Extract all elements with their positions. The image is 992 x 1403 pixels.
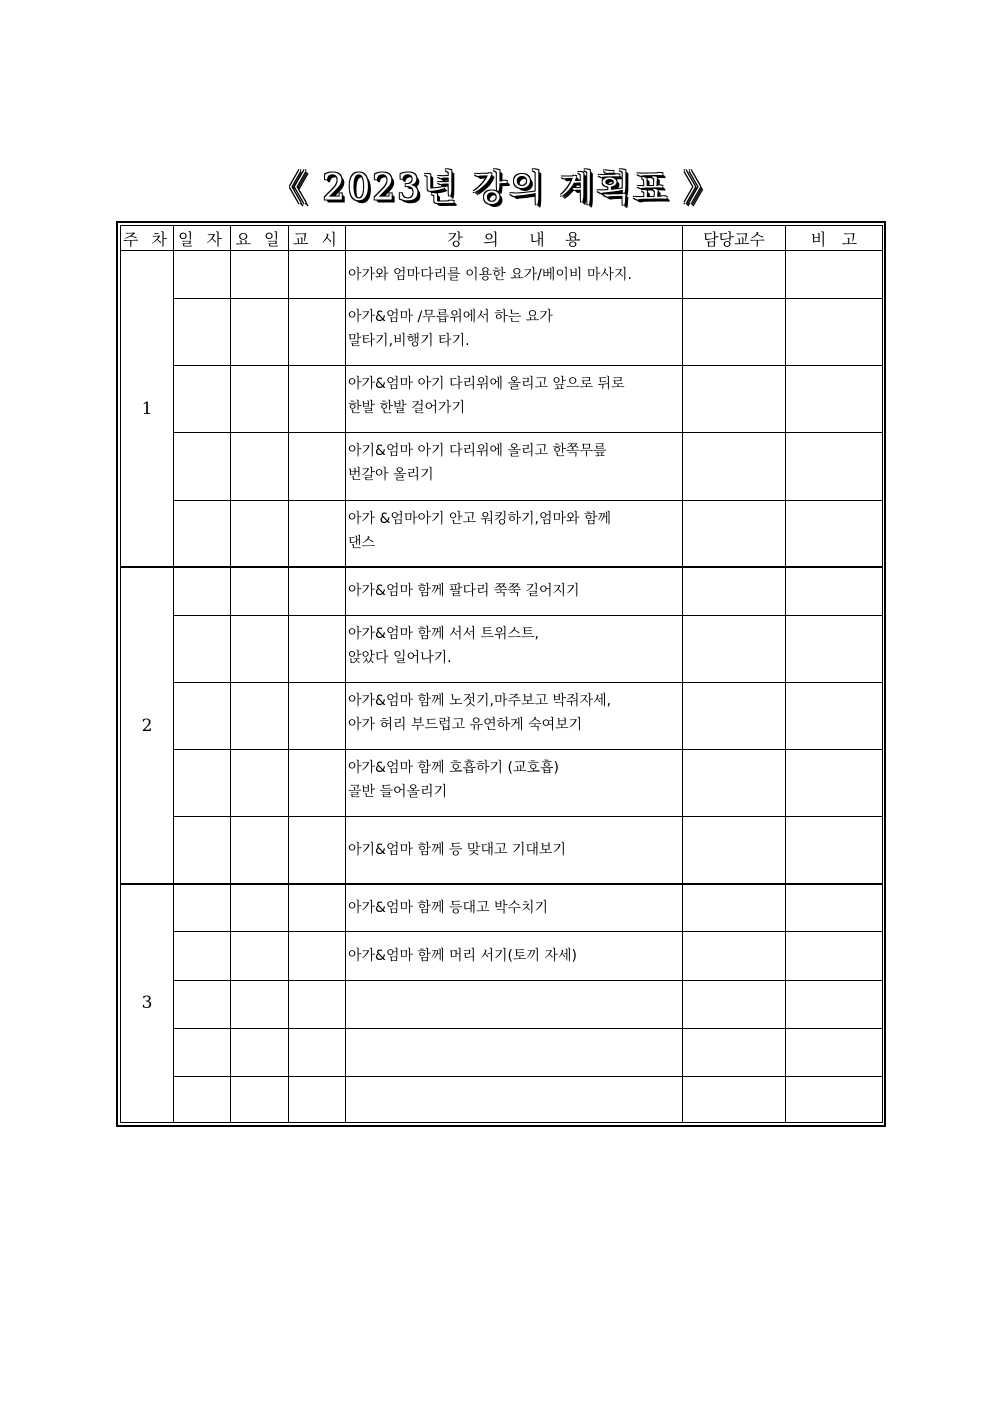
table-row	[121, 500, 883, 567]
note-cell	[786, 1028, 883, 1076]
date-cell	[174, 682, 231, 749]
date-cell	[174, 299, 231, 366]
date-cell	[174, 433, 231, 500]
lesson-content-line: 앉았다 일어나기.	[348, 649, 452, 666]
day-cell	[231, 433, 289, 500]
lesson-content-line: 아가&엄마 함께 호흡하기 (교호흡)	[348, 760, 560, 777]
professor-cell	[683, 615, 786, 682]
note-cell	[786, 932, 883, 980]
professor-cell	[683, 682, 786, 749]
lesson-content-line: 아가 &엄마아기 안고 워킹하기,엄마와 함께	[348, 510, 612, 527]
table-row	[121, 1076, 883, 1122]
lesson-content-line: 말타기,비행기 타기.	[348, 333, 470, 350]
week-number-cell: 1	[121, 251, 174, 568]
lesson-content-line: 번갈아 올리기	[348, 467, 434, 484]
lesson-content-line: 댄스	[348, 534, 376, 551]
page-title: 《 2023년 강의 계획표 》	[270, 168, 722, 209]
day-cell	[231, 817, 289, 884]
lesson-content-cell	[346, 980, 683, 1028]
date-cell	[174, 366, 231, 433]
period-cell	[289, 1028, 346, 1076]
lesson-content-cell	[346, 750, 683, 817]
professor-cell	[683, 299, 786, 366]
header-week: 주 차	[121, 226, 174, 251]
note-cell	[786, 567, 883, 615]
day-cell	[231, 1028, 289, 1076]
date-cell	[174, 251, 231, 299]
professor-cell	[683, 366, 786, 433]
date-cell	[174, 932, 231, 980]
table-row	[121, 817, 883, 884]
table-row	[121, 884, 883, 932]
header-row	[121, 226, 883, 251]
note-cell	[786, 500, 883, 567]
day-cell	[231, 500, 289, 567]
period-cell	[289, 500, 346, 567]
period-cell	[289, 884, 346, 932]
lesson-content-cell	[346, 817, 683, 884]
professor-cell	[683, 750, 786, 817]
professor-cell	[683, 433, 786, 500]
day-cell	[231, 980, 289, 1028]
date-cell	[174, 884, 231, 932]
table-row	[121, 750, 883, 817]
period-cell	[289, 1076, 346, 1122]
lesson-content-cell	[346, 366, 683, 433]
date-cell	[174, 980, 231, 1028]
period-cell	[289, 615, 346, 682]
professor-cell	[683, 1076, 786, 1122]
period-cell	[289, 980, 346, 1028]
note-cell	[786, 433, 883, 500]
lesson-content-line: 아기&엄마 아기 다리위에 올리고 한쪽무릎	[348, 443, 607, 460]
day-cell	[231, 932, 289, 980]
date-cell	[174, 1028, 231, 1076]
period-cell	[289, 433, 346, 500]
professor-cell	[683, 817, 786, 884]
date-cell	[174, 750, 231, 817]
lesson-content-line: 아가 허리 부드럽고 유연하게 숙여보기	[348, 716, 583, 733]
day-cell	[231, 884, 289, 932]
header-day: 요 일	[231, 226, 289, 251]
period-cell	[289, 932, 346, 980]
table-row	[121, 366, 883, 433]
lesson-content-line: 아가&엄마 함께 노젓기,마주보고 박쥐자세,	[348, 692, 612, 709]
lesson-content-line: 한발 한발 걸어가기	[348, 400, 466, 417]
week-number-cell: 3	[121, 884, 174, 1123]
lesson-content-cell	[346, 615, 683, 682]
lesson-content-line: 아가&엄마 아기 다리위에 올리고 앞으로 뒤로	[348, 376, 625, 393]
day-cell	[231, 615, 289, 682]
table-row	[121, 433, 883, 500]
note-cell	[786, 366, 883, 433]
professor-cell	[683, 884, 786, 932]
note-cell	[786, 817, 883, 884]
lesson-content-cell	[346, 567, 683, 615]
lesson-content-cell	[346, 500, 683, 567]
day-cell	[231, 1076, 289, 1122]
note-cell	[786, 615, 883, 682]
lecture-plan-table-frame	[116, 221, 886, 1127]
note-cell	[786, 682, 883, 749]
day-cell	[231, 251, 289, 299]
table-row	[121, 682, 883, 749]
professor-cell	[683, 980, 786, 1028]
header-date: 일 자	[174, 226, 231, 251]
lesson-content-cell	[346, 1028, 683, 1076]
note-cell	[786, 299, 883, 366]
lesson-content-cell	[346, 932, 683, 980]
lesson-content-line: 아기&엄마 함께 등 맞대고 기대보기	[348, 842, 567, 859]
period-cell	[289, 682, 346, 749]
lesson-content-cell	[346, 299, 683, 366]
lesson-content-line: 아가&엄마 /무릅위에서 하는 요가	[348, 309, 553, 326]
header-note: 비 고	[786, 226, 883, 251]
lesson-content-cell	[346, 433, 683, 500]
lesson-content-cell	[346, 682, 683, 749]
note-cell	[786, 884, 883, 932]
header-content: 강 의 내 용	[346, 226, 683, 251]
date-cell	[174, 817, 231, 884]
table-row	[121, 980, 883, 1028]
day-cell	[231, 682, 289, 749]
header-professor: 담당교수	[683, 226, 786, 251]
note-cell	[786, 251, 883, 299]
day-cell	[231, 750, 289, 817]
period-cell	[289, 299, 346, 366]
professor-cell	[683, 251, 786, 299]
professor-cell	[683, 500, 786, 567]
table-row	[121, 1028, 883, 1076]
lecture-plan-table	[120, 225, 883, 1123]
day-cell	[231, 366, 289, 433]
lesson-content-cell	[346, 251, 683, 299]
week-number-cell: 2	[121, 567, 174, 884]
table-row	[121, 567, 883, 615]
date-cell	[174, 1076, 231, 1122]
period-cell	[289, 817, 346, 884]
professor-cell	[683, 932, 786, 980]
table-row	[121, 615, 883, 682]
date-cell	[174, 615, 231, 682]
period-cell	[289, 750, 346, 817]
day-cell	[231, 299, 289, 366]
note-cell	[786, 750, 883, 817]
period-cell	[289, 567, 346, 615]
header-period: 교 시	[289, 226, 346, 251]
period-cell	[289, 251, 346, 299]
note-cell	[786, 980, 883, 1028]
lesson-content-cell	[346, 1076, 683, 1122]
lesson-content-line: 아가와 엄마다리를 이용한 요가/베이비 마사지.	[348, 266, 632, 283]
lesson-content-line: 아가&엄마 함께 서서 트위스트,	[348, 625, 540, 642]
table-row	[121, 251, 883, 299]
lesson-content-line: 아가&엄마 함께 머리 서기(토끼 자세)	[348, 948, 577, 964]
professor-cell	[683, 567, 786, 615]
lesson-content-line: 아가&엄마 함께 팔다리 쭉쭉 길어지기	[348, 583, 580, 600]
table-row	[121, 932, 883, 980]
lesson-content-cell	[346, 884, 683, 932]
day-cell	[231, 567, 289, 615]
table-row	[121, 299, 883, 366]
note-cell	[786, 1076, 883, 1122]
professor-cell	[683, 1028, 786, 1076]
lesson-content-line: 아가&엄마 함께 등대고 박수치기	[348, 900, 549, 917]
period-cell	[289, 366, 346, 433]
table-body	[121, 251, 883, 1123]
date-cell	[174, 567, 231, 615]
date-cell	[174, 500, 231, 567]
lesson-content-line: 골반 들어올리기	[348, 784, 448, 801]
